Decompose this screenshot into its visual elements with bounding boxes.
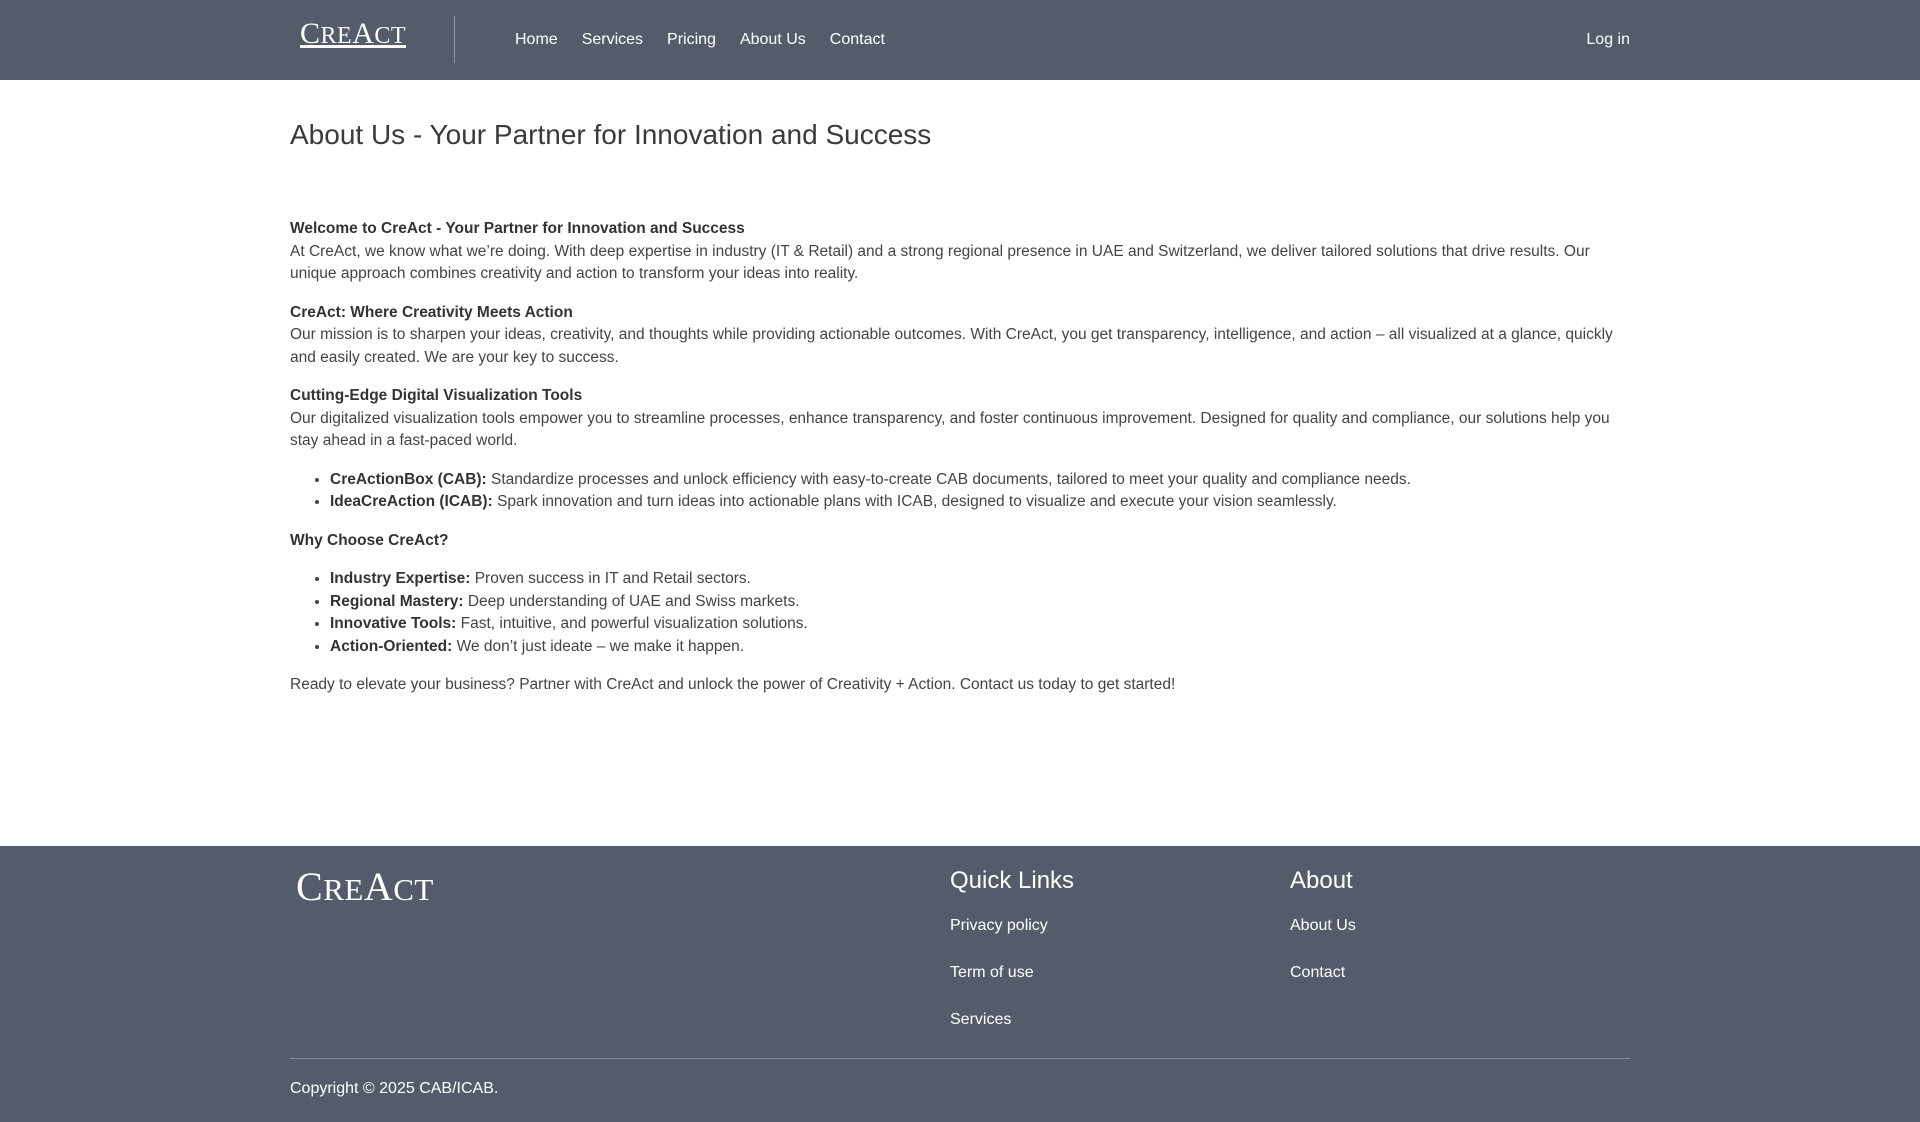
nav-services[interactable]: Services <box>581 31 644 48</box>
nav-about-us[interactable]: About Us <box>739 31 806 48</box>
list-item-text: Proven success in IT and Retail sectors. <box>470 570 751 587</box>
why-heading: Why Choose CreAct? <box>290 531 449 549</box>
nav-pricing[interactable]: Pricing <box>667 31 716 48</box>
why-section <box>290 530 1630 553</box>
quick-links-heading: Quick Links <box>950 867 1075 894</box>
list-item <box>330 469 1630 492</box>
nav-contact[interactable]: Contact <box>829 31 885 48</box>
page-title: About Us - Your Partner for Innovation and Success <box>290 119 932 150</box>
footer-brand-logo[interactable]: CREACT <box>296 864 434 909</box>
nav-home[interactable]: Home <box>515 31 558 48</box>
top-navbar <box>0 0 1920 80</box>
main-nav <box>515 0 909 80</box>
main-content <box>290 80 1630 713</box>
about-heading: About <box>1290 867 1353 894</box>
tools-heading: Cutting-Edge Digital Visualization Tools <box>290 387 583 404</box>
about-content <box>290 218 1630 697</box>
tools-body: Our digitalized visualization tools empower you to streamline processes, enhance transparency, and foster continuous improvement. Designed for quality and compliance, our solutions help you stay ahead in a fast-paced world. <box>290 409 1610 449</box>
footer-about <box>1290 866 1356 1010</box>
list-item <box>330 636 1630 659</box>
list-item <box>330 568 1630 591</box>
tools-section <box>290 385 1630 453</box>
list-item-term: Action-Oriented: <box>330 637 453 655</box>
list-item-text: We don’t just ideate – we make it happen. <box>452 637 745 655</box>
mission-body: Our mission is to sharpen your ideas, creativity, and thoughts while providing actionable outcomes. With CreAct, you get transparency, intelligence, and action – all visualized at a glance, quickly and easily created. We are your key to success. <box>290 326 1613 366</box>
nav-divider <box>454 16 455 63</box>
list-item-term: Innovative Tools: <box>330 615 457 632</box>
welcome-body: At CreAct, we know what we’re doing. With deep expertise in industry (IT & Retail) and a strong regional presence in UAE and Switzerland, we deliver tailored solutions that drive results. Our unique approach combines creativity and action to transform your ideas into reality. <box>290 242 1590 282</box>
list-item-text: Deep understanding of UAE and Swiss markets. <box>463 592 800 610</box>
copyright-text: Copyright © 2025 CAB/ICAB. <box>290 1080 499 1097</box>
login-link[interactable]: Log in <box>1586 31 1630 48</box>
footer-quick-links <box>950 866 1074 1057</box>
mission-heading: CreAct: Where Creativity Meets Action <box>290 303 573 321</box>
list-item-text: Spark innovation and turn ideas into actionable plans with ICAB, designed to visualize and execute your vision seamlessly. <box>492 493 1337 510</box>
footer-link-services[interactable]: Services <box>950 1011 1012 1028</box>
brand-logo[interactable]: CREACT <box>300 17 407 50</box>
list-item <box>330 613 1630 636</box>
list-item-term: IdeaCreAction (ICAB): <box>330 493 493 510</box>
welcome-heading: Welcome to CreAct - Your Partner for Innovation and Success <box>290 220 745 237</box>
footer-divider <box>290 1058 1630 1059</box>
list-item-text: Standardize processes and unlock efficiency with easy-to-create CAB documents, tailored to meet your quality and compliance needs. <box>486 470 1411 488</box>
list-item-term: CreActionBox (CAB): <box>330 470 487 488</box>
call-to-action: Ready to elevate your business? Partner with CreAct and unlock the power of Creativity + Action. Contact us today to get started! <box>290 676 1176 693</box>
tools-list <box>290 469 1630 514</box>
footer-link-privacy[interactable]: Privacy policy <box>950 917 1048 934</box>
footer-link-terms[interactable]: Term of use <box>950 964 1034 981</box>
list-item <box>330 491 1630 514</box>
mission-section <box>290 302 1630 370</box>
welcome-section <box>290 218 1630 286</box>
footer-link-about-us[interactable]: About Us <box>1290 917 1356 934</box>
list-item <box>330 591 1630 614</box>
why-list <box>290 568 1630 658</box>
list-item-term: Industry Expertise: <box>330 570 471 587</box>
site-footer <box>0 846 1920 1122</box>
footer-link-contact[interactable]: Contact <box>1290 964 1346 981</box>
list-item-text: Fast, intuitive, and powerful visualization solutions. <box>456 615 808 632</box>
list-item-term: Regional Mastery: <box>330 592 464 610</box>
